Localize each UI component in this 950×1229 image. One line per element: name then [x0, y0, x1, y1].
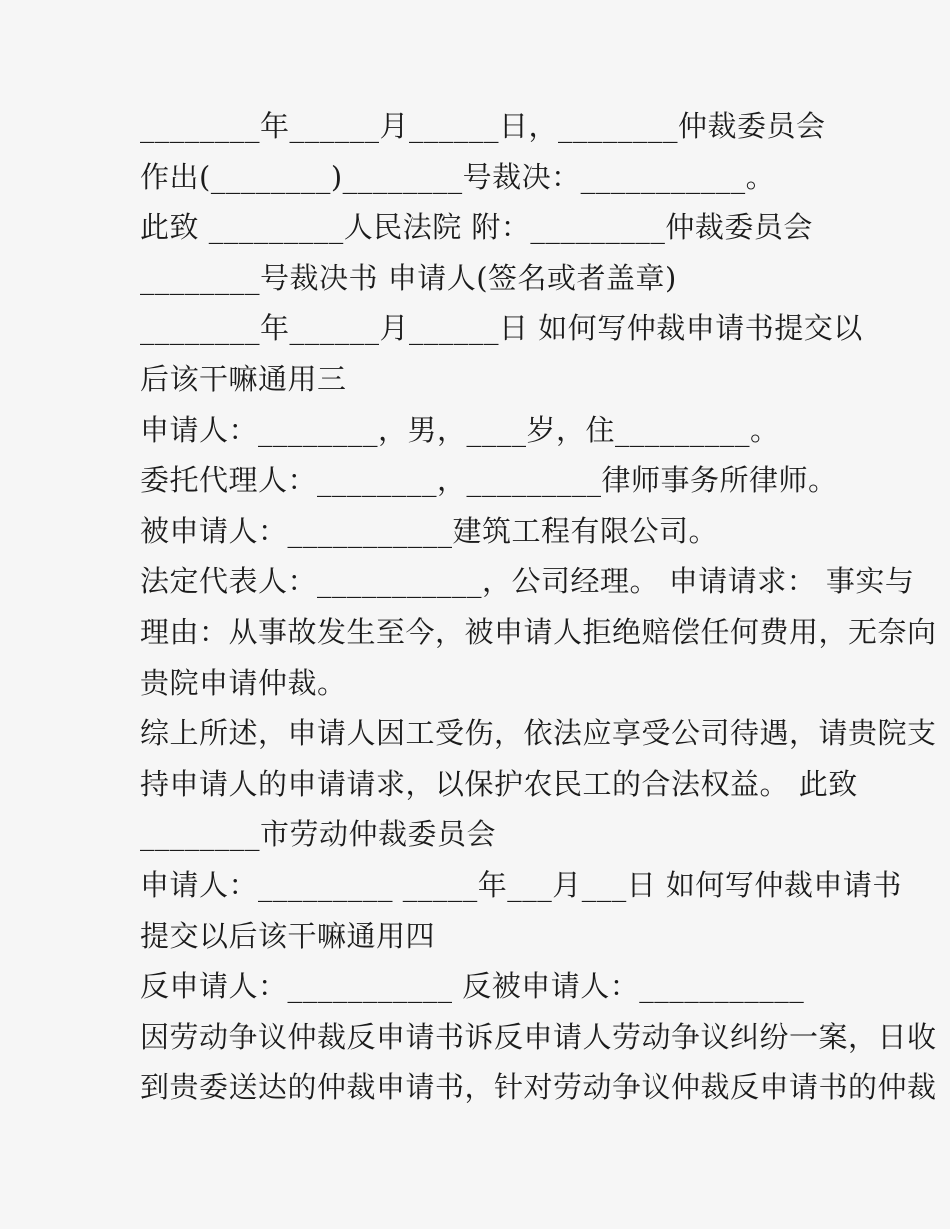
document-line: 被申请人：___________建筑工程有限公司。: [140, 513, 719, 548]
document-line: 贵院申请仲裁。: [140, 665, 347, 700]
document-line: 委托代理人：________，_________律师事务所律师。: [140, 463, 838, 498]
document-line: ________市劳动仲裁委员会: [140, 817, 497, 852]
document-line: 反申请人：___________ 反被申请人：___________: [140, 969, 805, 1004]
document-line: 理由：从事故发生至今，被申请人拒绝赔偿任何费用，无奈向: [140, 614, 937, 649]
document-line: 此致 _________人民法院 附：_________仲裁委员会: [140, 210, 813, 245]
document-line: 因劳动争议仲裁反申请书诉反申请人劳动争议纠纷一案，日收: [140, 1019, 937, 1054]
document-body: [140, 101, 937, 1113]
document-line: 申请人：_________ _____年___月___日 如何写仲裁申请书: [140, 867, 902, 902]
document-line: 到贵委送达的仲裁申请书，针对劳动争议仲裁反申请书的仲裁: [140, 1070, 937, 1105]
document-line: ________年______月______日，________仲裁委员会: [140, 109, 826, 143]
document-line: 申请人：________，男，____岁，住_________。: [140, 412, 780, 447]
document-line: 法定代表人：___________，公司经理。 申请请求： 事实与: [140, 564, 915, 599]
document-line: 持申请人的申请请求，以保护农民工的合法权益。 此致: [140, 766, 858, 801]
document-line: 提交以后该干嘛通用四: [140, 918, 436, 953]
document-line: 综上所述，申请人因工受伤，依法应享受公司待遇，请贵院支: [140, 716, 937, 751]
document-line: 后该干嘛通用三: [140, 361, 347, 396]
document-line: ________年______月______日 如何写仲裁申请书提交以: [140, 311, 863, 346]
document-line: ________号裁决书 申请人(签名或者盖章): [140, 260, 677, 295]
document-line: 作出(________)________号裁决：___________。: [140, 159, 776, 194]
